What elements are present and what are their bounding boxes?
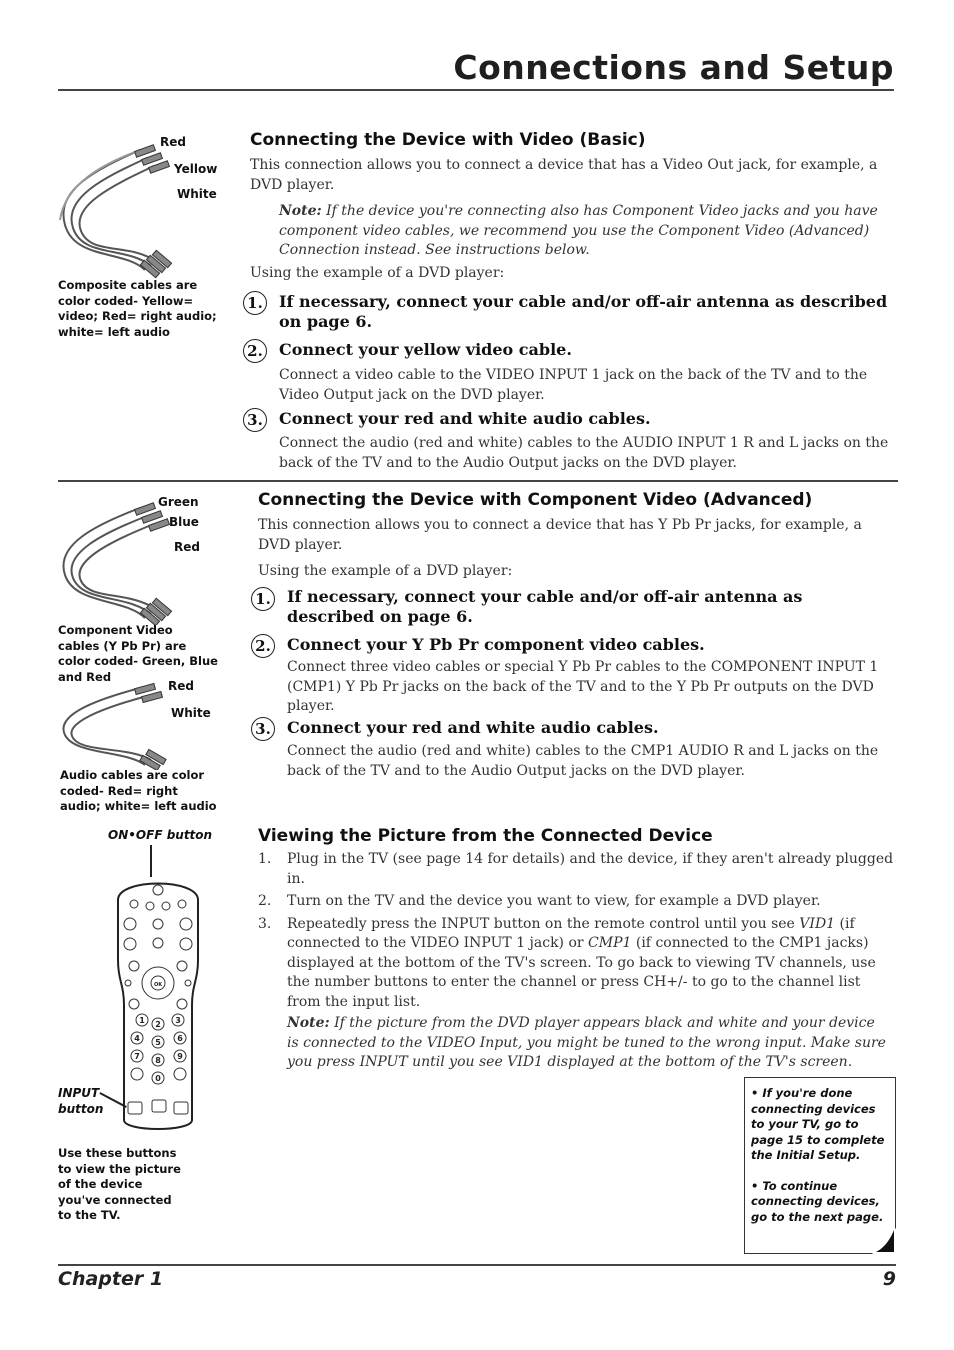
svg-text:3: 3 bbox=[175, 1016, 181, 1025]
step-title: Connect your red and white audio cables. bbox=[287, 718, 659, 737]
step-title: Connect your yellow video cable. bbox=[279, 340, 572, 359]
section-basic-note: Note: If the device you're connecting also has Component Video jacks and you have component video cables, we recommend you use the Component Video (Advanced) Connection instead. See instructions below. bbox=[279, 203, 878, 258]
svg-text:7: 7 bbox=[134, 1052, 140, 1061]
step-text: Connect a video cable to the VIDEO INPUT 1 jack on the back of the TV and to the Video Output jack on the DVD player. bbox=[279, 367, 868, 403]
step-number-2: 2. bbox=[251, 634, 275, 658]
composite-caption: Composite cables are color coded- Yellow= video; Red= right audio; white= left audio bbox=[58, 278, 217, 339]
section-viewing-title: Viewing the Picture from the Connected Device bbox=[258, 826, 713, 846]
step-number-2: 2. bbox=[243, 339, 267, 363]
remote-caption: Use these buttons to view the picture of the device you've connected to the TV. bbox=[58, 1146, 181, 1222]
label-blue: Blue bbox=[169, 515, 199, 529]
label-red: Red bbox=[174, 540, 200, 554]
list-item: 1. Plug in the TV (see page 14 for details) and the device, if they aren't already plugged in. bbox=[258, 851, 894, 887]
footer-page-number: 9 bbox=[882, 1268, 896, 1290]
svg-text:5: 5 bbox=[155, 1038, 161, 1047]
footer-chapter: Chapter 1 bbox=[58, 1268, 164, 1290]
list-item: 2. Turn on the TV and the device you want to view, for example a DVD player. bbox=[258, 893, 821, 909]
step-title: If necessary, connect your cable and/or off-air antenna as described on page 6. bbox=[279, 292, 888, 331]
label-white: White bbox=[171, 706, 211, 720]
step-number-1: 1. bbox=[251, 587, 275, 611]
step-text: Connect three video cables or special Y Pb Pr cables to the COMPONENT INPUT 1 (CMP1) Y Pb Pr jacks on the back of the TV and to the Y Pb Pr outputs on the DVD player. bbox=[287, 659, 879, 714]
section-component-example: Using the example of a DVD player: bbox=[258, 563, 513, 579]
input-button-label: INPUT button bbox=[58, 1086, 104, 1116]
section-basic-example: Using the example of a DVD player: bbox=[250, 265, 505, 281]
component-caption: Component Video cables (Y Pb Pr) are color coded- Green, Blue and Red bbox=[58, 623, 218, 684]
label-green: Green bbox=[158, 495, 199, 509]
label-yellow: Yellow bbox=[174, 162, 218, 176]
next-steps-line-2: • To continue connecting devices, go to the next page. bbox=[751, 1178, 884, 1224]
section-component-intro: This connection allows you to connect a device that has Y Pb Pr jacks, for example, a DVD player. bbox=[258, 517, 862, 553]
step-title: Connect your red and white audio cables. bbox=[279, 409, 651, 428]
label-white: White bbox=[177, 187, 217, 201]
svg-text:8: 8 bbox=[155, 1056, 161, 1065]
remote-control-illustration bbox=[112, 870, 204, 1138]
label-red: Red bbox=[160, 135, 186, 149]
step-number-3: 3. bbox=[243, 408, 267, 432]
section-divider bbox=[58, 480, 898, 482]
composite-cables-illustration bbox=[55, 140, 175, 280]
svg-text:1: 1 bbox=[139, 1016, 145, 1025]
component-cables-illustration bbox=[55, 500, 175, 625]
label-red: Red bbox=[168, 679, 194, 693]
step-text: Connect the audio (red and white) cables to the AUDIO INPUT 1 R and L jacks on the back of the TV and to the Audio Output jacks on the DVD player. bbox=[279, 435, 889, 471]
section-component-title: Connecting the Device with Component Video (Advanced) bbox=[258, 490, 813, 510]
on-off-button-label: ON•OFF button bbox=[108, 828, 213, 842]
step-title: Connect your Y Pb Pr component video cables. bbox=[287, 635, 705, 654]
audio-cables-illustration bbox=[55, 680, 175, 770]
step-text: Connect the audio (red and white) cables to the CMP1 AUDIO R and L jacks on the back of the TV and to the Audio Output jacks on the DVD player. bbox=[287, 743, 879, 779]
next-steps-line-1: • If you're done connecting devices to your TV, go to page 15 to complete the Initial Setup. bbox=[751, 1086, 885, 1162]
section-basic-title: Connecting the Device with Video (Basic) bbox=[250, 130, 646, 150]
svg-text:OK: OK bbox=[153, 982, 163, 988]
audio-caption: Audio cables are color coded- Red= right audio; white= left audio bbox=[60, 768, 217, 813]
step-title: If necessary, connect your cable and/or off-air antenna as described on page 6. bbox=[287, 587, 803, 626]
section-viewing-note: Note: If the picture from the DVD player appears black and white and your device is connected to the VIDEO Input, you might be tuned to the wrong input. Make sure you press INPUT until you see VID1 displayed at the bottom of the TV's screen. bbox=[287, 1015, 886, 1070]
step-number-1: 1. bbox=[243, 291, 267, 315]
footer-rule bbox=[58, 1264, 896, 1266]
svg-text:4: 4 bbox=[134, 1034, 140, 1043]
svg-text:9: 9 bbox=[177, 1052, 183, 1061]
section-viewing-list bbox=[258, 850, 894, 1015]
section-basic-intro: This connection allows you to connect a device that has a Video Out jack, for example, a DVD player. bbox=[250, 157, 878, 193]
page-curl-icon bbox=[872, 1228, 896, 1254]
header-rule bbox=[58, 89, 894, 91]
list-item: 3. Repeatedly press the INPUT button on the remote control until you see VID1 (if connected to the VIDEO INPUT 1 jack) or CMP1 (if connected to the CMP1 jacks) displayed at the bottom of the TV's screen. To go back to viewing TV channels, use the number buttons to enter the channel or press CH+/- to go to the channel list from the input list. bbox=[258, 915, 876, 1010]
svg-text:6: 6 bbox=[177, 1034, 183, 1043]
svg-text:2: 2 bbox=[155, 1020, 161, 1029]
page-title: Connections and Setup bbox=[453, 48, 894, 87]
step-number-3: 3. bbox=[251, 717, 275, 741]
svg-text:0: 0 bbox=[155, 1074, 161, 1083]
